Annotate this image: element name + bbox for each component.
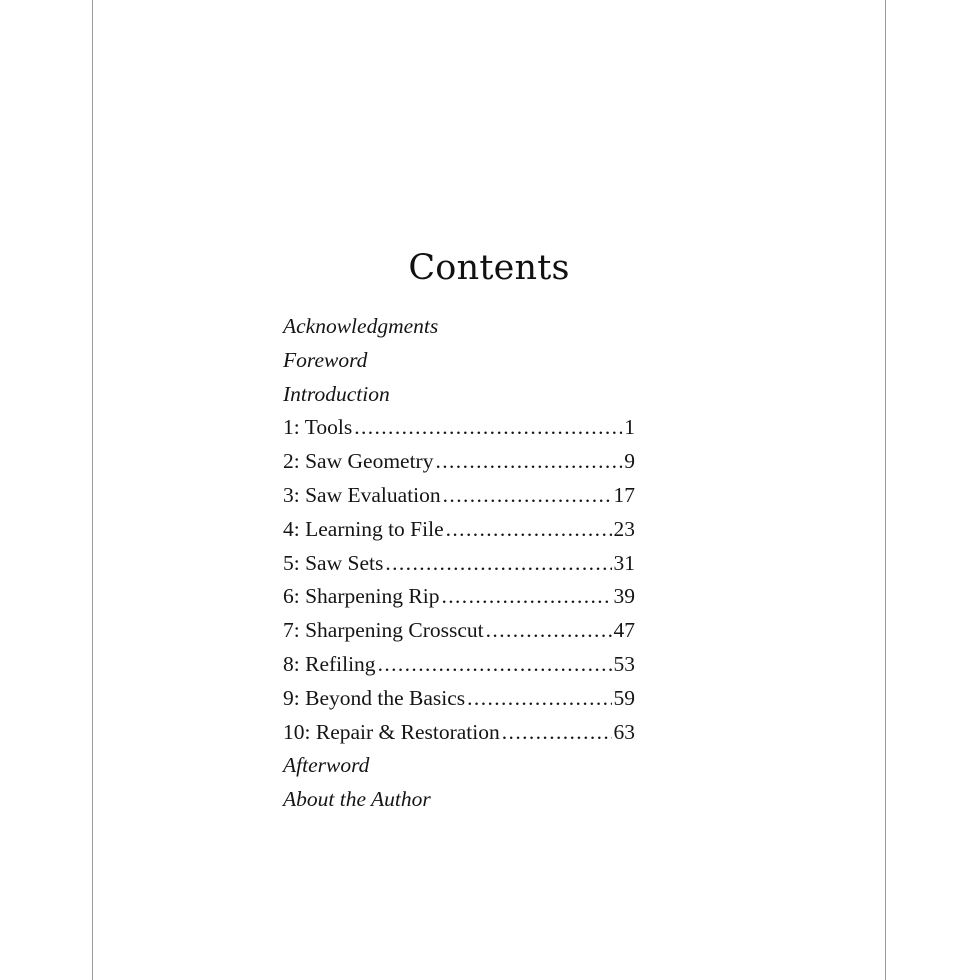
chapter-page-number: 9 bbox=[624, 449, 635, 474]
toc-front-matter-item: Foreword bbox=[283, 347, 368, 372]
book-page bbox=[92, 0, 886, 980]
toc-front-matter-item: Acknowledgments bbox=[283, 314, 439, 338]
chapter-page-number: 31 bbox=[613, 550, 635, 575]
toc-chapter-entry bbox=[283, 479, 635, 513]
chapter-title: 9: Beyond the Basics bbox=[283, 685, 466, 710]
chapter-title: 10: Repair & Restoration bbox=[283, 719, 500, 744]
toc-chapter-entry bbox=[283, 716, 635, 750]
toc-back-matter-item: Afterword bbox=[283, 753, 370, 778]
toc-chapter-entry bbox=[283, 547, 635, 581]
toc-chapter-entry bbox=[283, 411, 635, 445]
toc-back-matter-item: About the Author bbox=[283, 787, 431, 812]
chapter-title: 4: Learning to File bbox=[283, 516, 444, 541]
table-of-contents bbox=[283, 310, 635, 817]
chapter-page-number: 63 bbox=[613, 719, 635, 744]
chapter-title: 2: Saw Geometry bbox=[283, 449, 434, 474]
dot-leader bbox=[443, 479, 612, 513]
chapter-title: 5: Saw Sets bbox=[283, 550, 384, 575]
dot-leader bbox=[385, 547, 611, 581]
dot-leader bbox=[486, 614, 612, 648]
chapter-title: 3: Saw Evaluation bbox=[283, 482, 441, 507]
page-title: Contents bbox=[408, 248, 570, 288]
dot-leader bbox=[467, 682, 611, 716]
dot-leader bbox=[378, 648, 612, 682]
toc-chapter-entry bbox=[283, 648, 635, 682]
chapter-title: 7: Sharpening Crosscut bbox=[283, 618, 484, 643]
chapter-page-number: 23 bbox=[613, 516, 635, 541]
dot-leader bbox=[441, 580, 611, 614]
chapter-page-number: 39 bbox=[613, 584, 635, 609]
dot-leader bbox=[435, 445, 622, 479]
toc-chapter-entry bbox=[283, 513, 635, 547]
toc-front-matter-item: Introduction bbox=[283, 381, 390, 406]
dot-leader bbox=[354, 411, 622, 445]
chapter-page-number: 53 bbox=[613, 651, 635, 676]
chapter-page-number: 17 bbox=[613, 482, 635, 507]
chapter-title: 8: Refiling bbox=[283, 651, 376, 676]
chapter-title: 6: Sharpening Rip bbox=[283, 584, 440, 609]
chapter-page-number: 1 bbox=[624, 415, 635, 440]
toc-chapter-entry bbox=[283, 614, 635, 648]
dot-leader bbox=[502, 716, 612, 750]
chapter-page-number: 59 bbox=[613, 685, 635, 710]
chapter-page-number: 47 bbox=[613, 618, 635, 643]
toc-chapter-entry bbox=[283, 580, 635, 614]
toc-chapter-entry bbox=[283, 682, 635, 716]
chapter-title: 1: Tools bbox=[283, 415, 353, 440]
toc-chapter-entry bbox=[283, 445, 635, 479]
dot-leader bbox=[446, 513, 612, 547]
